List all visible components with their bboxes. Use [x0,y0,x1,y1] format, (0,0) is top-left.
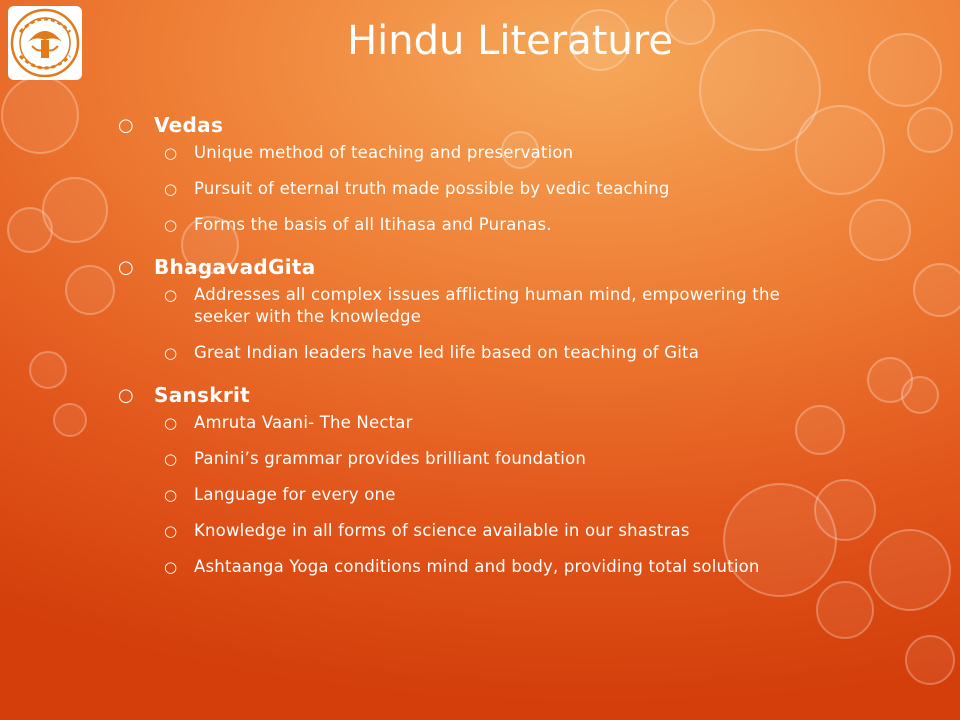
list-item [164,412,838,434]
list-item-text: Addresses all complex issues afflicting human mind, empowering the seeker with the knowledge [194,285,780,326]
list-item [164,142,838,164]
section-sanskrit [118,378,838,578]
hollow-circle-bullet-icon: ○ [164,558,178,576]
hollow-circle-bullet-icon: ○ [164,414,178,432]
list-item-text: Language for every one [194,485,396,504]
list-item [164,520,838,542]
list-item [164,484,838,506]
section-heading: Sanskrit [154,383,251,407]
list-item-text: Amruta Vaani- The Nectar [194,413,413,432]
slide-title: Hindu Literature [347,18,673,64]
list-item-text: Pursuit of eternal truth made possible by vedic teaching [194,179,670,198]
section-heading: Vedas [154,113,224,137]
hollow-circle-bullet-icon: ○ [164,216,178,234]
hollow-circle-bullet-icon: ○ [118,256,134,278]
list-item-text: Forms the basis of all Itihasa and Puranas. [194,215,552,234]
hollow-circle-bullet-icon: ○ [164,180,178,198]
list-item [164,342,838,364]
section-heading: BhagavadGita [154,255,316,279]
list-item [164,448,838,470]
hollow-circle-bullet-icon: ○ [164,286,178,304]
hollow-circle-bullet-icon: ○ [118,384,134,406]
hollow-circle-bullet-icon: ○ [164,344,178,362]
list-item-text: Knowledge in all forms of science available in our shastras [194,521,690,540]
list-item [164,214,838,236]
list-item-text: Ashtaanga Yoga conditions mind and body, providing total solution [194,557,760,576]
list-item-text: Unique method of teaching and preservation [194,143,574,162]
section-heading-row [118,108,838,142]
section-heading-row [118,250,838,284]
section-vedas [118,108,838,236]
slide-content [118,108,838,592]
list-item [164,556,838,578]
hollow-circle-bullet-icon: ○ [118,114,134,136]
list-item [164,178,838,200]
hollow-circle-bullet-icon: ○ [164,450,178,468]
list-item-text: Panini’s grammar provides brilliant foundation [194,449,587,468]
list-item [164,284,838,328]
hollow-circle-bullet-icon: ○ [164,522,178,540]
section-bhagavadgita [118,250,838,364]
hollow-circle-bullet-icon: ○ [164,486,178,504]
list-item-text: Great Indian leaders have led life based on teaching of Gita [194,343,700,362]
section-heading-row [118,378,838,412]
hollow-circle-bullet-icon: ○ [164,144,178,162]
